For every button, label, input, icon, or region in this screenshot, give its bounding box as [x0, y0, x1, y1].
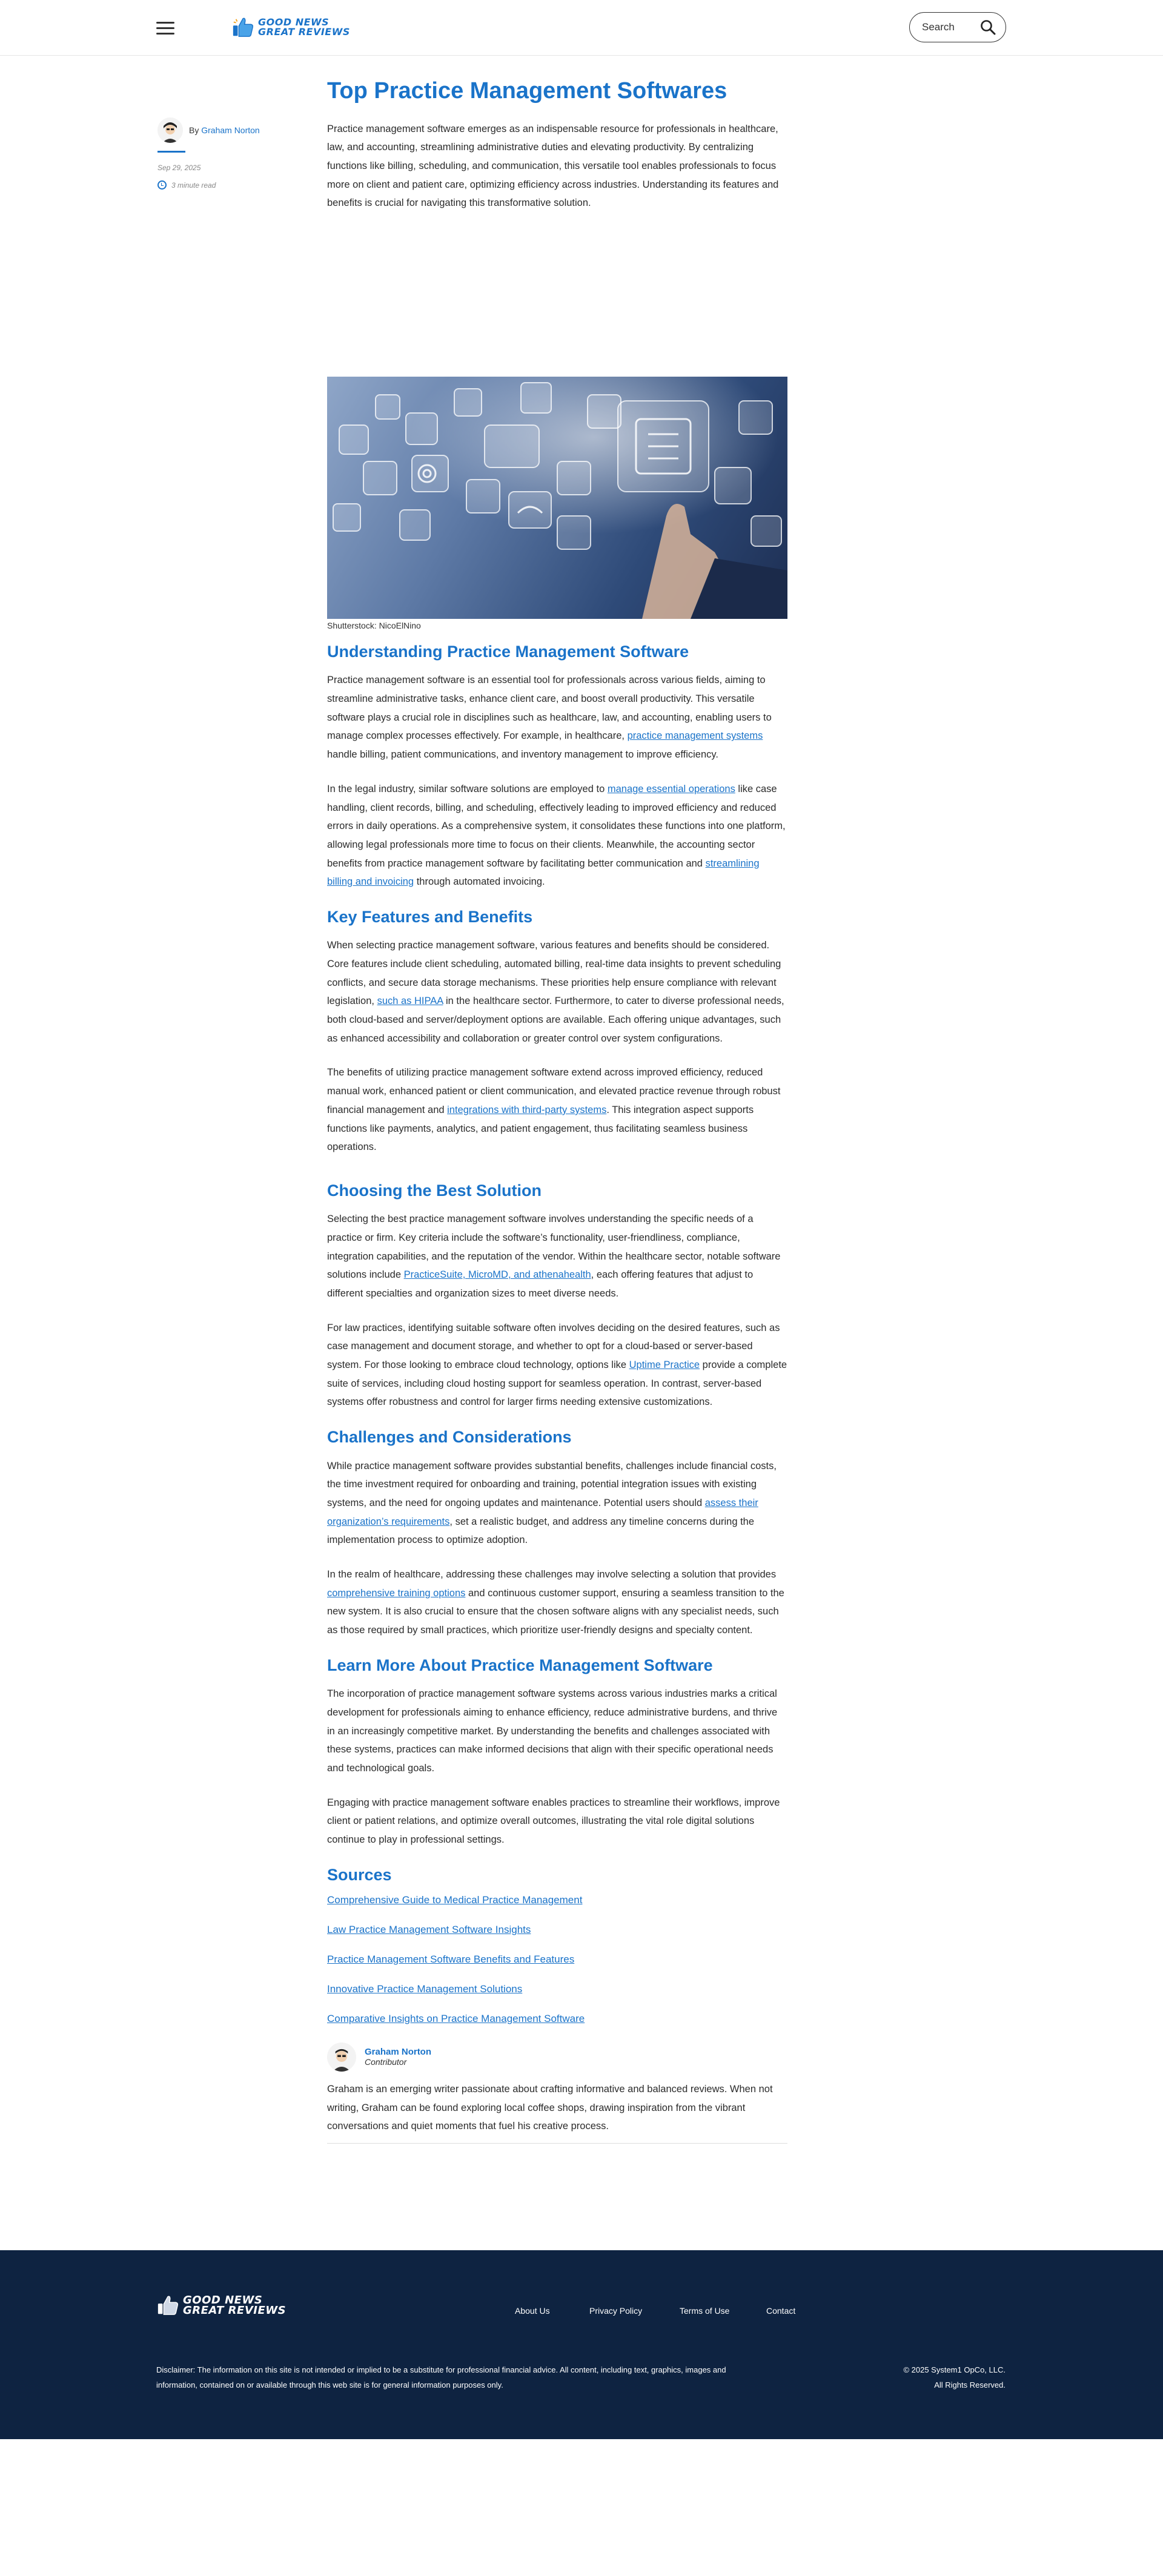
thumbs-up-logo-icon	[156, 2294, 179, 2317]
section-heading-choosing: Choosing the Best Solution	[327, 1181, 542, 1200]
section-heading-challenges: Challenges and Considerations	[327, 1428, 572, 1447]
paragraph: For law practices, identifying suitable software often involves deciding on the desired features, such as case management and document storage, and whether to opt for a cloud-based or server-based system. For those looking to embrace cloud technology, options like Uptime Practice provide a complete suite of services, including cloud hosting support for seamless operation. In contrast, server-based systems offer robustness and control for larger firms needing extensive customizations.	[327, 1322, 787, 1408]
copyright-line-1: © 2025 System1 OpCo, LLC.	[903, 2365, 1006, 2374]
paragraph: In the legal industry, similar software solutions are employed to manage essential operations like case handling, client records, billing, and scheduling, effectively leading to improved efficiency and reduced errors in daily operations. As a comprehensive system, it consolidates these functions into one platform, allowing legal professionals more time to focus on their clients. Meanwhile, the accounting sector benefits from practice management software by facilitating better communication and streamlining billing and invoicing through automated invoicing.	[327, 783, 786, 888]
link-streamlining-billing[interactable]: streamlining billing and invoicing	[327, 857, 760, 888]
logo-line-1: GOOD NEWS	[258, 16, 330, 28]
paragraph: While practice management software provides substantial benefits, challenges include financial costs, the time investment required for onboarding and training, potential integration issues with existing systems, and the need for ongoing updates and maintenance. Potential users should assess their organization’s requirements, set a realistic budget, and address any timeline concerns during the implementation process to optimize adoption.	[327, 1460, 777, 1546]
bio-text: Graham is an emerging writer passionate about crafting informative and balanced reviews. When not writing, Graham can be found exploring local coffee shops, drawing inspiration from the vibrant conversations and quiet moments that fuel his creative process.	[327, 2084, 773, 2132]
search-input[interactable]	[922, 21, 976, 33]
link-practicesuite[interactable]: PracticeSuite, MicroMD, and athenahealth	[403, 1269, 591, 1281]
site-logo[interactable]	[231, 16, 350, 39]
paragraph: Selecting the best practice management software involves understanding the specific needs of a practice or firm. Key criteria include the software’s functionality, user-friendliness, compliance, integration capabilities, and the reputation of the vendor. Within the healthcare sector, notable software solutions include PracticeSuite, MicroMD, and athenahealth, each offering features that adjust to different specialties and organization sizes to meet diverse needs.	[327, 1214, 781, 1300]
paragraph: The incorporation of practice management software systems across various industries marks a critical development for professionals aiming to enhance efficiency, reduce administrative burdens, and thrive in an increasingly competitive market. By understanding the benefits and challenges associated with these systems, practices can make informed decisions that align with their specific operational needs and technological goals.	[327, 1688, 778, 1774]
section-heading-understanding: Understanding Practice Management Software	[327, 642, 689, 661]
sources-heading: Sources	[327, 1865, 392, 1884]
link-such-as-hipaa[interactable]: such as HIPAA	[377, 996, 443, 1007]
footer-copyright	[903, 2363, 1006, 2393]
source-item	[327, 1894, 787, 1906]
thumbs-up-logo-icon	[231, 16, 254, 39]
footer-logo-line-1: GOOD NEWS	[183, 2294, 263, 2307]
site-footer	[0, 2250, 1163, 2439]
author-avatar	[157, 117, 183, 143]
bio-avatar	[327, 2043, 356, 2072]
footer-logo-text	[183, 2295, 286, 2316]
link-uptime-practice[interactable]: Uptime Practice	[629, 1359, 700, 1371]
bio-role: Contributor	[365, 2056, 407, 2067]
footer-link-terms[interactable]: Terms of Use	[680, 2306, 730, 2316]
byline-divider	[157, 151, 185, 153]
bio-divider	[327, 2143, 787, 2144]
section-heading-features: Key Features and Benefits	[327, 907, 533, 926]
clock-icon	[157, 180, 167, 190]
author-link[interactable]: Graham Norton	[201, 125, 260, 135]
article-intro: Practice management software emerges as an indispensable resource for professionals in healthcare, law, and accounting, streamlining administrative duties and elevating productivity. By centralizing functions like billing, scheduling, and communication, this versatile tool enables professionals to focus more on client and patient care, optimizing efficiency across industries. Understanding its features and benefits is crucial for navigating this transformative solution.	[327, 123, 779, 209]
source-link[interactable]: Practice Management Software Benefits and Features	[327, 1953, 575, 1966]
paragraph: Practice management software is an essential tool for professionals across various fields, aiming to streamline administrative tasks, enhance client care, and boost overall productivity. This versatile software plays a crucial role in disciplines such as healthcare, law, and accounting, enabling users to manage complex processes effectively. For example, in healthcare, practice management systems handle billing, patient communications, and inventory management to improve efficiency.	[327, 675, 772, 761]
link-comprehensive-training[interactable]: comprehensive training options	[327, 1587, 466, 1599]
read-time	[157, 180, 216, 190]
section-heading-learn-more: Learn More About Practice Management Software	[327, 1656, 713, 1674]
article-header	[327, 78, 787, 228]
link-manage-essential-operations[interactable]: manage essential operations	[607, 783, 735, 794]
footer-logo[interactable]	[156, 2294, 286, 2317]
link-practice-management-systems[interactable]: practice management systems	[627, 730, 763, 742]
logo-line-2: GREAT REVIEWS	[258, 26, 350, 38]
source-item	[327, 2013, 787, 2025]
source-link[interactable]: Law Practice Management Software Insights	[327, 1924, 531, 1936]
footer-disclaimer: Disclaimer: The information on this site is not intended or implied to be a substitute for professional financial advice. All content, including text, graphics, images and information, contained on or available through this web site is for general information purposes only.	[156, 2365, 726, 2389]
source-link[interactable]: Innovative Practice Management Solutions	[327, 1983, 523, 1995]
source-link[interactable]: Comprehensive Guide to Medical Practice Management	[327, 1894, 583, 1906]
footer-link-privacy[interactable]: Privacy Policy	[589, 2306, 643, 2316]
author-byline	[157, 117, 260, 143]
source-item	[327, 1983, 787, 1995]
source-item	[327, 1953, 787, 1966]
hero-image	[327, 377, 787, 619]
source-item	[327, 1924, 787, 1936]
bio-name-block	[365, 2047, 431, 2068]
hero-illustration	[327, 377, 787, 619]
search-icon[interactable]	[980, 19, 996, 35]
author-bio-header	[327, 2043, 787, 2072]
logo-text	[258, 18, 350, 37]
search-box[interactable]	[909, 12, 1006, 42]
publish-date: Sep 29, 2025	[157, 163, 201, 172]
link-integrations-third-party[interactable]: integrations with third-party systems	[447, 1104, 607, 1115]
article-title: Top Practice Management Softwares	[327, 78, 727, 104]
read-time-label: 3 minute read	[171, 180, 216, 190]
paragraph: The benefits of utilizing practice management software extend across improved efficiency, reduced manual work, enhanced patient or client communication, and elevated practice revenue through robust financial management and integrations with third-party systems. This integration aspect supports functions like payments, analytics, and patient engagement, thus facilitating seamless business operations.	[327, 1067, 781, 1153]
paragraph: In the realm of healthcare, addressing these challenges may involve selecting a solution that provides comprehensive training options and continuous customer support, ensuring a seamless transition to the new system. It is also crucial to ensure that the chosen software aligns with any specialist needs, such as those required by small practices, which prioritize user-friendly designs and specialty content.	[327, 1569, 784, 1636]
copyright-line-2: All Rights Reserved.	[934, 2380, 1006, 2389]
footer-logo-line-2: GREAT REVIEWS	[183, 2304, 287, 2317]
footer-link-about[interactable]: About Us	[515, 2306, 550, 2316]
link-assess-requirements[interactable]: assess their organization’s requirements	[327, 1497, 758, 1527]
bio-author-link[interactable]: Graham Norton	[365, 2046, 432, 2057]
site-header	[0, 0, 1163, 56]
footer-link-contact[interactable]: Contact	[766, 2306, 796, 2316]
article-body	[327, 642, 787, 2144]
menu-icon[interactable]	[156, 22, 174, 35]
paragraph: When selecting practice management software, various features and benefits should be considered. Core features include client scheduling, automated billing, real-time data insights to prevent scheduling conflicts, and secure data storage mechanisms. These priorities help ensure compliance with relevant legislation, such as HIPAA in the healthcare sector. Furthermore, to cater to diverse professional needs, both cloud-based and server/deployment options are available. Each offering unique advantages, such as enhanced accessibility and collaboration or greater control over system configurations.	[327, 940, 784, 1044]
byline-prefix: By Graham Norton	[189, 125, 260, 135]
paragraph: Engaging with practice management software enables practices to streamline their workflows, improve client or patient relations, and optimize overall outcomes, illustrating the vital role digital solutions continue to play in professional settings.	[327, 1797, 780, 1845]
source-link[interactable]: Comparative Insights on Practice Management Software	[327, 2013, 585, 2025]
image-caption: Shutterstock: NicoElNino	[327, 621, 421, 630]
